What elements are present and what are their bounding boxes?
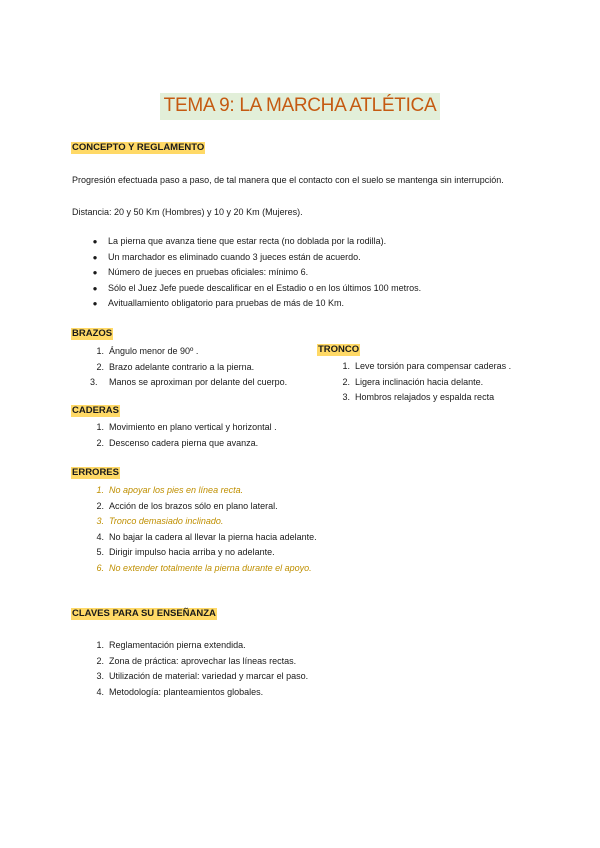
caderas-heading: CADERAS — [72, 405, 119, 416]
list-item: 2. Brazo adelante contrario a la pierna. — [96, 361, 255, 372]
bullet-icon: ● — [92, 283, 98, 293]
list-item: 1. Leve torsión para compensar caderas . — [342, 361, 512, 371]
list-item: 2. Zona de práctica: aprovechar las líneas rectas. — [96, 655, 297, 666]
claves-heading: CLAVES PARA SU ENSEÑANZA — [72, 608, 216, 619]
tronco-heading: TRONCO — [318, 344, 360, 355]
list-item: 1. No apoyar los pies en línea recta. — [96, 485, 244, 495]
tronco-list — [336, 359, 511, 406]
list-item: 2. Acción de los brazos sólo en plano lateral. — [96, 500, 278, 511]
list-item: 2. Descenso cadera pierna que avanza. — [96, 437, 259, 448]
list-item: 3. Utilización de material: variedad y marcar el paso. — [96, 671, 309, 681]
concepto-heading: CONCEPTO Y REGLAMENTO — [72, 142, 205, 153]
caderas-list — [90, 420, 277, 451]
list-item: 3. Manos se aproximan por delante del cuerpo. — [90, 377, 288, 387]
list-item: 1. Movimiento en plano vertical y horizontal . — [96, 422, 277, 432]
page-title: TEMA 9: LA MARCHA ATLÉTICA — [160, 93, 441, 120]
list-item: 1. Ángulo menor de 90º . — [96, 346, 199, 356]
list-item: ● La pierna que avanza tiene que estar recta (no doblada por la rodilla). — [90, 234, 421, 250]
list-item: 2. Ligera inclinación hacia delante. — [342, 376, 484, 387]
concepto-bullet-list — [90, 234, 421, 312]
list-item: ● Un marchador es eliminado cuando 3 jueces están de acuerdo. — [90, 250, 421, 266]
brazos-list — [90, 344, 290, 391]
list-item: 3. Tronco demasiado inclinado. — [96, 516, 224, 526]
distance-line: Distancia: 20 y 50 Km (Hombres) y 10 y 20 Km (Mujeres). — [72, 207, 303, 217]
brazos-heading: BRAZOS — [72, 328, 113, 339]
list-item: ● Avituallamiento obligatorio para pruebas de más de 10 Km. — [90, 296, 421, 312]
list-item: 6. No extender totalmente la pierna durante el apoyo. — [96, 562, 312, 573]
list-item: 3. Hombros relajados y espalda recta — [342, 392, 495, 402]
title-block — [0, 93, 600, 120]
list-item: ● Sólo el Juez Jefe puede descalificar en el Estadio o en los últimos 100 metros. — [90, 281, 421, 297]
bullet-icon: ● — [92, 299, 98, 308]
list-item: ● Número de jueces en pruebas oficiales: mínimo 6. — [90, 265, 421, 281]
list-item: 1. Reglamentación pierna extendida. — [96, 640, 246, 650]
bullet-icon: ● — [92, 237, 98, 246]
bullet-icon: ● — [92, 252, 98, 262]
errores-heading: ERRORES — [72, 467, 119, 478]
list-item: 4. No bajar la cadera al llevar la pierna hacia adelante. — [96, 531, 317, 542]
concepto-paragraph: Progresión efectuada paso a paso, de tal manera que el contacto con el suelo se mantenga sin interrupción. — [72, 175, 504, 185]
bullet-icon: ● — [92, 268, 98, 277]
list-item: 4. Metodología: planteamientos globales. — [96, 686, 264, 697]
claves-list — [90, 638, 308, 700]
list-item: 5. Dirigir impulso hacia arriba y no adelante. — [96, 547, 275, 557]
errores-list — [90, 483, 317, 576]
